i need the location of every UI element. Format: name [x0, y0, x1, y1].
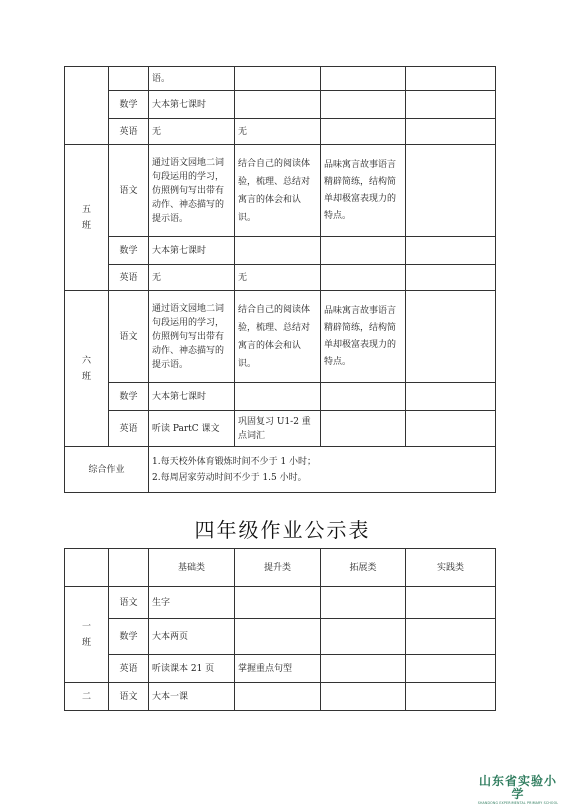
basic-cell: 无	[149, 265, 235, 291]
header-practice: 实践类	[406, 549, 496, 587]
advanced-cell: 巩固复习 U1-2 重点词汇	[235, 411, 321, 447]
class-label: 二	[65, 683, 109, 711]
school-logo-name: 山东省实验小学	[478, 774, 557, 801]
table-row	[65, 119, 496, 145]
table-row	[65, 619, 496, 655]
basic-cell: 大本两页	[149, 619, 235, 655]
comprehensive-item: 1.每天校外体育锻炼时间不少于 1 小时；	[152, 456, 317, 467]
subject-cell: 语文	[109, 291, 149, 383]
extension-cell: 品味寓言故事语言精辟简练，结构简单却极富表现力的特点。	[321, 145, 406, 237]
table-row	[65, 411, 496, 447]
advanced-cell: 无	[235, 265, 321, 291]
class-label: 六班	[65, 291, 109, 447]
header-advanced: 提升类	[235, 549, 321, 587]
class-cell	[65, 67, 109, 145]
class-label: 五班	[65, 145, 109, 291]
extension-cell: 品味寓言故事语言精辟简练，结构简单却极富表现力的特点。	[321, 291, 406, 383]
comprehensive-item: 2.每周居家劳动时间不少于 1.5 小时。	[152, 472, 307, 483]
subject-cell: 数学	[109, 237, 149, 265]
school-logo	[474, 775, 562, 806]
subject-cell: 数学	[109, 383, 149, 411]
homework-table-continued	[64, 66, 496, 493]
basic-cell: 语。	[149, 67, 235, 91]
table-row	[65, 265, 496, 291]
subject-cell: 英语	[109, 119, 149, 145]
class-label: 一班	[65, 587, 109, 683]
subject-cell: 英语	[109, 265, 149, 291]
advanced-cell: 结合自己的阅读体验，梳理、总结对寓言的体会和认识。	[235, 145, 321, 237]
subject-cell: 数学	[109, 619, 149, 655]
table-row	[65, 67, 496, 91]
basic-cell: 听读课本 21 页	[149, 655, 235, 683]
advanced-cell: 无	[235, 119, 321, 145]
subject-cell: 英语	[109, 411, 149, 447]
table-row	[65, 91, 496, 119]
subject-cell: 语文	[109, 683, 149, 711]
basic-cell: 大本一课	[149, 683, 235, 711]
table-row	[65, 291, 496, 383]
header-row	[65, 549, 496, 587]
basic-cell: 无	[149, 119, 235, 145]
basic-cell: 生字	[149, 587, 235, 619]
page-title: 四年级作业公示表	[194, 518, 371, 542]
table-row	[65, 447, 496, 493]
table-row	[65, 145, 496, 237]
homework-table-grade4	[64, 548, 496, 711]
basic-cell: 通过语文园地二词句段运用的学习，仿照例句写出带有动作、神态描写的提示语。	[149, 291, 235, 383]
header-basic: 基础类	[149, 549, 235, 587]
comprehensive-label: 综合作业	[65, 447, 149, 493]
basic-cell: 大本第七课时	[149, 383, 235, 411]
table-row	[65, 383, 496, 411]
basic-cell: 听读 PartC 课文	[149, 411, 235, 447]
header-extension: 拓展类	[321, 549, 406, 587]
table-row	[65, 683, 496, 711]
basic-cell: 通过语文园地二词句段运用的学习，仿照例句写出带有动作、神态描写的提示语。	[149, 145, 235, 237]
subject-cell: 数学	[109, 91, 149, 119]
table-row	[65, 587, 496, 619]
school-logo-english: SHANDONG EXPERIMENTAL PRIMARY SCHOOL	[477, 801, 559, 805]
table-row	[65, 237, 496, 265]
comprehensive-cell	[149, 447, 496, 493]
advanced-cell: 掌握重点句型	[235, 655, 321, 683]
subject-cell: 语文	[109, 587, 149, 619]
basic-cell: 大本第七课时	[149, 91, 235, 119]
subject-cell: 语文	[109, 145, 149, 237]
basic-cell: 大本第七课时	[149, 237, 235, 265]
table-row	[65, 655, 496, 683]
subject-cell: 英语	[109, 655, 149, 683]
advanced-cell: 结合自己的阅读体验，梳理、总结对寓言的体会和认识。	[235, 291, 321, 383]
